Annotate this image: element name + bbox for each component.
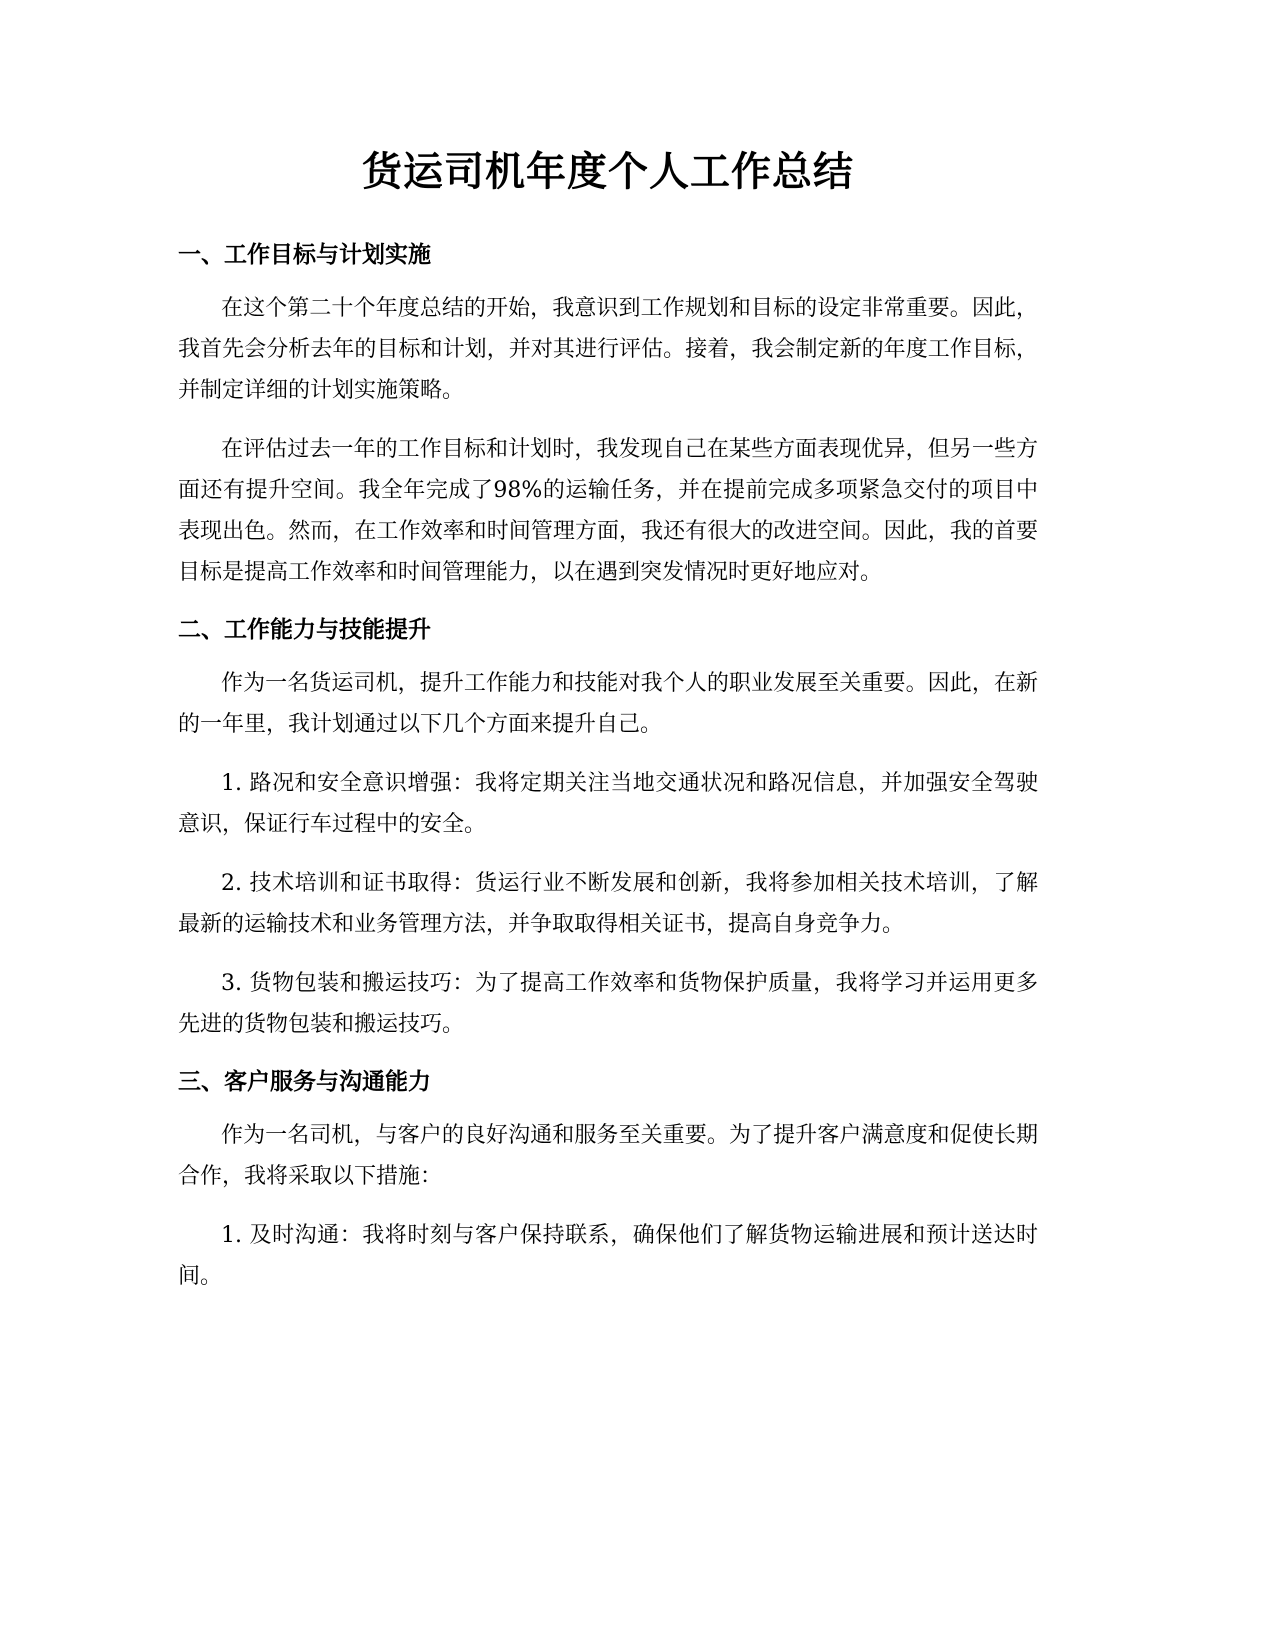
paragraph: 在评估过去一年的工作目标和计划时，我发现自己在某些方面表现优异，但另一些方面还有提升空间。我全年完成了98%的运输任务，并在提前完成多项紧急交付的项目中表现出色。然而，在工作效率和时间管理方面，我还有很大的改进空间。因此，我的首要目标是提高工作效率和时间管理能力，以在遇到突发情况时更好地应对。 bbox=[178, 437, 1038, 585]
section-heading: 一、工作目标与计划实施 bbox=[178, 242, 431, 268]
paragraph: 作为一名货运司机，提升工作能力和技能对我个人的职业发展至关重要。因此，在新的一年里，我计划通过以下几个方面来提升自己。 bbox=[178, 671, 1038, 737]
document-body bbox=[178, 140, 1038, 1315]
document-title: 货运司机年度个人工作总结 bbox=[362, 149, 854, 195]
paragraph: 作为一名司机，与客户的良好沟通和服务至关重要。为了提升客户满意度和促使长期合作，我将采取以下措施： bbox=[178, 1123, 1038, 1189]
section-heading: 三、客户服务与沟通能力 bbox=[178, 1069, 431, 1095]
section-heading: 二、工作能力与技能提升 bbox=[178, 617, 431, 643]
list-item: 1. 路况和安全意识增强：我将定期关注当地交通状况和路况信息，并加强安全驾驶意识，保证行车过程中的安全。 bbox=[178, 771, 1038, 837]
list-item: 3. 货物包装和搬运技巧：为了提高工作效率和货物保护质量，我将学习并运用更多先进的货物包装和搬运技巧。 bbox=[178, 971, 1038, 1037]
section-customer-service bbox=[178, 1065, 1038, 1297]
list-item: 1. 及时沟通：我将时刻与客户保持联系，确保他们了解货物运输进展和预计送达时间。 bbox=[178, 1223, 1038, 1289]
section-work-goals bbox=[178, 238, 1038, 593]
section-skill-improvement bbox=[178, 613, 1038, 1045]
list-item: 2. 技术培训和证书取得：货运行业不断发展和创新，我将参加相关技术培训，了解最新的运输技术和业务管理方法，并争取取得相关证书，提高自身竞争力。 bbox=[178, 871, 1038, 937]
paragraph: 在这个第二十个年度总结的开始，我意识到工作规划和目标的设定非常重要。因此，我首先会分析去年的目标和计划，并对其进行评估。接着，我会制定新的年度工作目标，并制定详细的计划实施策略。 bbox=[178, 296, 1038, 403]
